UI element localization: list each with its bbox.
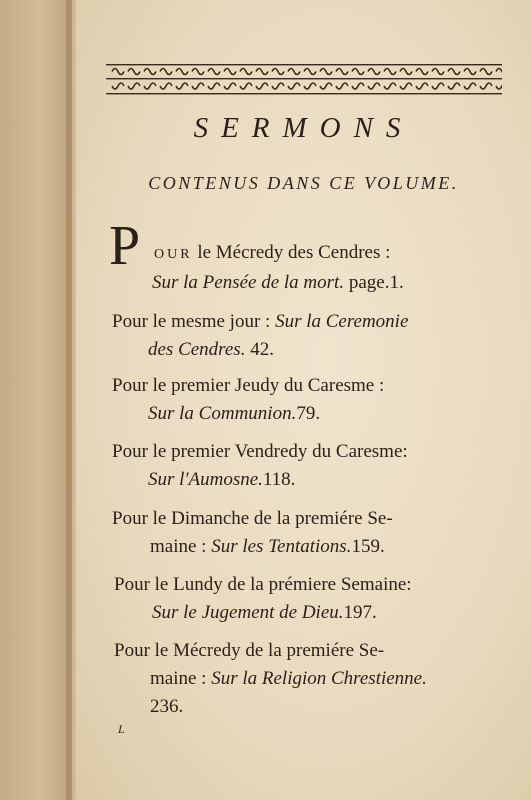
page-title: SERMONS	[193, 112, 414, 144]
page-subtitle: CONTENUS DANS CE VOLUME.	[148, 173, 459, 193]
entry-4-page: 118.	[262, 469, 296, 490]
entry-5-line-2: maine :	[150, 536, 207, 557]
entry-2-line-1: Pour le mesme jour :	[112, 311, 271, 332]
book-page	[76, 0, 531, 800]
entry-7-page: 236.	[150, 696, 184, 717]
entry-3-page: 79.	[296, 403, 321, 424]
entry-5-line-1: Pour le Dimanche de la premiére Se-	[112, 508, 393, 529]
entry-6-page: 197.	[343, 602, 377, 623]
entry-2-subject-b: des Cendres.	[148, 339, 246, 360]
entry-3-subject: Sur la Communion.	[148, 403, 297, 424]
entry-1-page: page.1.	[348, 272, 404, 293]
entry-4-subject: Sur l'Aumosne.	[148, 469, 263, 490]
entry-1-line-1: le Mécredy des Cendres :	[197, 242, 391, 263]
entry-6-subject: Sur le Jugement de Dieu.	[152, 602, 344, 623]
facing-page-edge	[0, 0, 72, 800]
entry-1-subject: Sur la Pensée de la mort.	[152, 272, 345, 293]
entry-7-line-1: Pour le Mécredy de la premiére Se-	[114, 640, 385, 661]
entry-3-line-1: Pour le premier Jeudy du Caresme :	[112, 375, 385, 396]
ornament-band	[106, 62, 502, 96]
entry-6-line-1: Pour le Lundy de la prémiere Semaine:	[114, 574, 412, 595]
entry-2-page: 42.	[250, 339, 274, 360]
first-word-rest: OUR	[154, 247, 193, 262]
entry-5-page: 159.	[351, 536, 385, 557]
entry-2-subject-a: Sur la Ceremonie	[275, 311, 409, 332]
entry-7-line-2: maine :	[150, 668, 207, 689]
entry-7-subject: Sur la Religion Chrestienne.	[211, 668, 427, 689]
drop-cap: P	[109, 215, 141, 277]
catchword: L	[118, 722, 125, 736]
entry-4-line-1: Pour le premier Vendredy du Caresme:	[112, 441, 408, 462]
entry-5-subject: Sur les Tentations.	[211, 536, 352, 557]
